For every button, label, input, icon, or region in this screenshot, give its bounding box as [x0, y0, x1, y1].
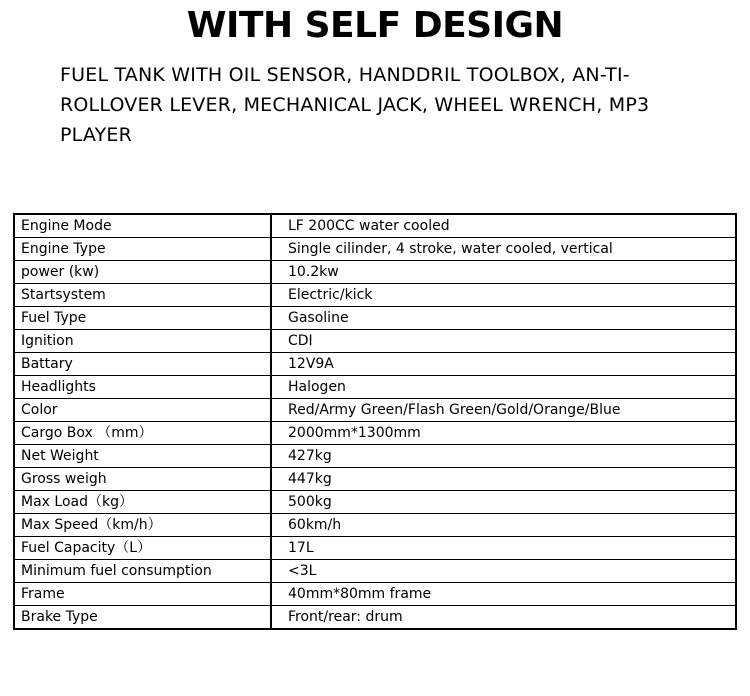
table-row — [14, 583, 736, 606]
spec-value: 12V9A — [271, 353, 736, 376]
spec-value: Red/Army Green/Flash Green/Gold/Orange/Blue — [271, 399, 736, 422]
spec-value: 427kg — [271, 445, 736, 468]
table-row — [14, 399, 736, 422]
spec-table — [13, 213, 737, 630]
spec-value: 60km/h — [271, 514, 736, 537]
table-row — [14, 468, 736, 491]
table-row — [14, 606, 736, 630]
spec-label: Engine Type — [14, 238, 271, 261]
table-row — [14, 214, 736, 238]
spec-label: Fuel Type — [14, 307, 271, 330]
spec-value: LF 200CC water cooled — [271, 214, 736, 238]
table-row — [14, 560, 736, 583]
spec-value: 40mm*80mm frame — [271, 583, 736, 606]
spec-label: Gross weigh — [14, 468, 271, 491]
spec-value: 10.2kw — [271, 261, 736, 284]
spec-label: Minimum fuel consumption — [14, 560, 271, 583]
spec-label: Ignition — [14, 330, 271, 353]
table-row — [14, 445, 736, 468]
table-row — [14, 491, 736, 514]
spec-label: Net Weight — [14, 445, 271, 468]
feature-description: FUEL TANK WITH OIL SENSOR, HANDDRIL TOOLBOX, AN-TI-ROLLOVER LEVER, MECHANICAL JACK, WHEEL WRENCH, MP3 PLAYER — [60, 64, 650, 146]
table-row — [14, 330, 736, 353]
table-row — [14, 238, 736, 261]
spec-label: Frame — [14, 583, 271, 606]
spec-value: Electric/kick — [271, 284, 736, 307]
table-row — [14, 537, 736, 560]
spec-value: Single cilinder, 4 stroke, water cooled, vertical — [271, 238, 736, 261]
spec-label: Max Load（kg） — [14, 491, 271, 514]
spec-label: Brake Type — [14, 606, 271, 630]
table-row — [14, 353, 736, 376]
spec-value: Gasoline — [271, 307, 736, 330]
spec-value: CDI — [271, 330, 736, 353]
spec-label: Headlights — [14, 376, 271, 399]
table-row — [14, 514, 736, 537]
spec-value: 17L — [271, 537, 736, 560]
spec-label: Cargo Box （mm） — [14, 422, 271, 445]
spec-label: Fuel Capacity（L） — [14, 537, 271, 560]
spec-table-body — [14, 214, 736, 629]
spec-value: <3L — [271, 560, 736, 583]
page-title: WITH SELF DESIGN — [186, 5, 564, 46]
spec-value: Front/rear: drum — [271, 606, 736, 630]
spec-label: power (kw) — [14, 261, 271, 284]
spec-label: Startsystem — [14, 284, 271, 307]
spec-value: 447kg — [271, 468, 736, 491]
table-row — [14, 307, 736, 330]
table-row — [14, 422, 736, 445]
spec-value: 500kg — [271, 491, 736, 514]
spec-label: Battary — [14, 353, 271, 376]
spec-label: Color — [14, 399, 271, 422]
table-row — [14, 284, 736, 307]
spec-value: Halogen — [271, 376, 736, 399]
spec-value: 2000mm*1300mm — [271, 422, 736, 445]
spec-label: Max Speed（km/h） — [14, 514, 271, 537]
spec-label: Engine Mode — [14, 214, 271, 238]
table-row — [14, 376, 736, 399]
table-row — [14, 261, 736, 284]
